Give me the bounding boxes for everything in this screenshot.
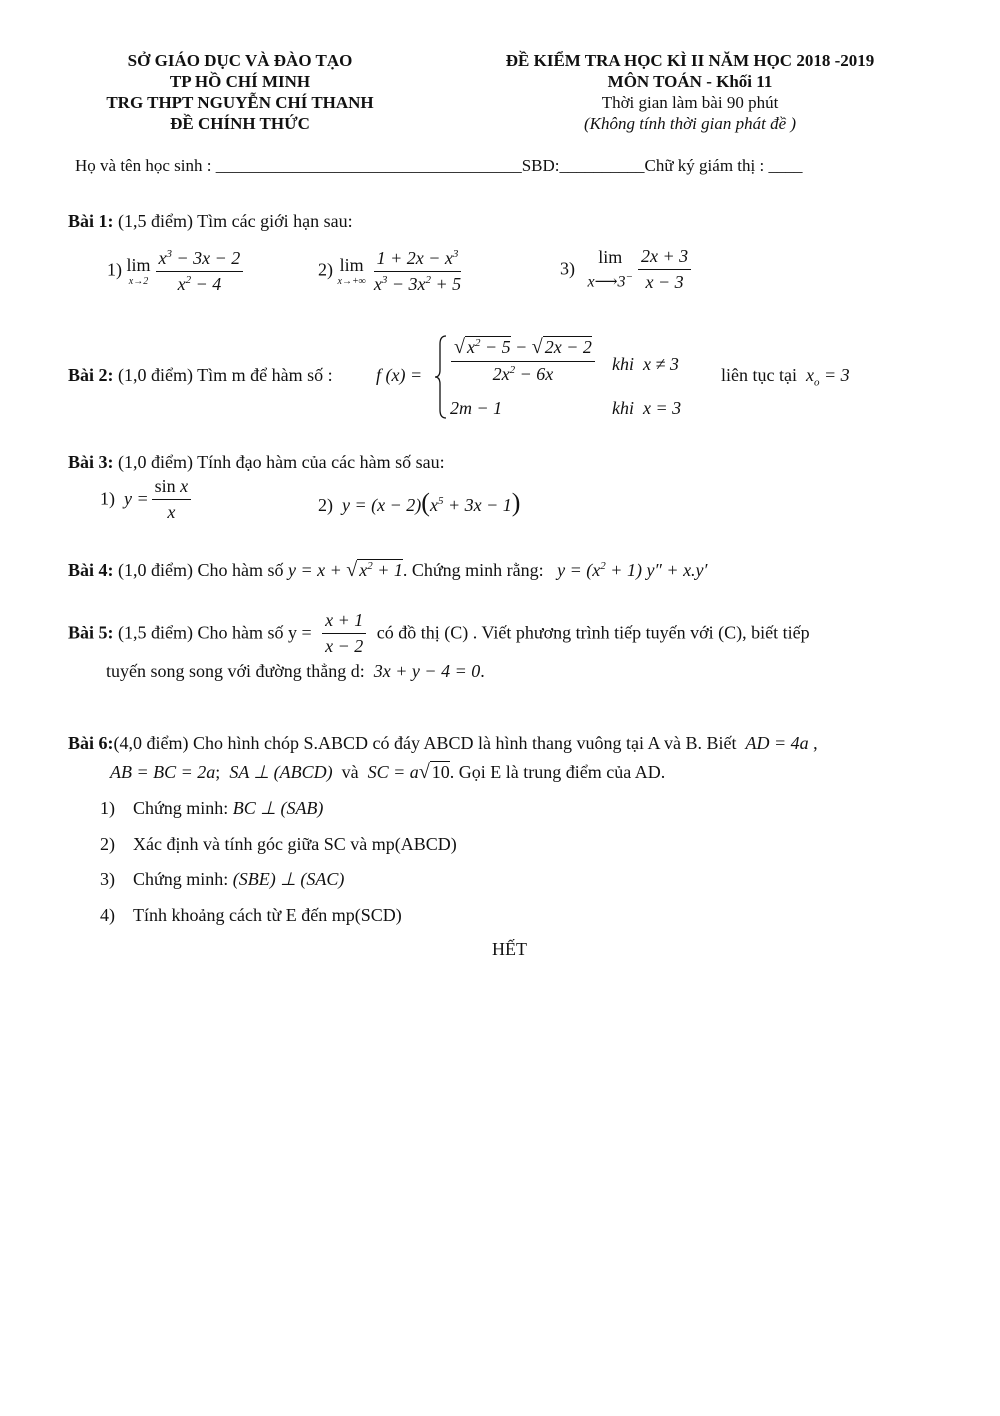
item-number: 3)	[100, 869, 115, 889]
separator: ;	[215, 762, 221, 782]
item-text: Xác định và tính góc giữa SC và mp(ABCD)	[133, 834, 457, 854]
bai2-brace	[434, 334, 448, 420]
sbd-field: SBD:__________	[521, 156, 645, 175]
bai6-item-3: 3) Chứng minh: (SBE) ⊥ (SAC)	[100, 869, 345, 889]
item-text: Tính khoảng cách từ E đến mp(SCD)	[133, 905, 402, 925]
bai6-line2: AB = BC = 2a; SA ⊥ (ABCD) và SC = a√ 10. Gọi E là trung điểm của AD.	[110, 761, 666, 783]
bai3-heading	[68, 452, 445, 473]
department: SỞ GIÁO DỤC VÀ ĐÀO TẠO	[127, 51, 353, 70]
bai4-heading: Bài 4: (1,0 điểm) Cho hàm số y = x + √ $x^2 + 1$. Chứng minh rằng: $y = (x^2 + 1) y'' + x.y'$	[68, 559, 708, 581]
item-number: 1)	[107, 259, 122, 280]
item-number: 2)	[318, 259, 333, 280]
bai6-line2-tail: . Gọi E là trung điểm của AD.	[449, 762, 666, 782]
official-label: ĐỀ CHÍNH THỨC	[170, 114, 310, 133]
bai3-item-2: 2) $y = (x - 2)(x^5 + 3x - 1)$	[318, 488, 521, 517]
khi-label: khi	[612, 354, 634, 374]
bai6-label: Bài 6:	[68, 733, 114, 753]
item-number: 1)	[100, 798, 115, 818]
bai4-mid: . Chứng minh rằng:	[402, 560, 544, 580]
header-left	[60, 50, 420, 134]
item-number: 2)	[100, 834, 115, 854]
bai1-label: Bài 1:	[68, 211, 114, 231]
student-name-field: Họ và tên học sinh : ____________________________________	[75, 156, 522, 175]
school: TRG THPT NGUYỄN CHÍ THANH	[106, 93, 374, 112]
bai6-heading: Bài 6:(4,0 điểm) Cho hình chóp S.ABCD có đáy ABCD là hình thang vuông tại A và B. Biết AD = 4a ,	[68, 733, 818, 753]
bai1-text: (1,5 điểm) Tìm các giới hạn sau:	[113, 211, 353, 231]
exam-note: (Không tính thời gian phát đề )	[583, 114, 797, 133]
bai5-text: (1,5 điểm) Cho hàm số y =	[113, 622, 317, 643]
bai5-line2: tuyến song song với đường thẳng d: 3x + y − 4 = 0.	[106, 661, 485, 681]
signature-field: Chữ ký giám thị : ____	[644, 156, 803, 175]
item-text: Chứng minh:	[133, 798, 233, 818]
bai6-text: (4,0 điểm) Cho hình chóp S.ABCD có đáy ABCD là hình thang vuông tại A và B. Biết	[113, 733, 737, 753]
bai5-line2-text: tuyến song song với đường thẳng d:	[106, 661, 365, 681]
bai3-text: (1,0 điểm) Tính đạo hàm của các hàm số sau:	[113, 452, 445, 472]
end-mark: HẾT	[492, 939, 527, 959]
bai2-tail: liên tục tại $x_o = 3$	[721, 365, 850, 389]
exam-time: Thời gian làm bài 90 phút	[601, 93, 779, 112]
student-info-line	[75, 156, 802, 176]
bai5-mid: có đồ thị (C) . Viết phương trình tiếp tuyến với (C), biết tiếp	[372, 622, 810, 643]
bai6-item-2	[100, 834, 457, 855]
bai2-cond-2: khi x = 3	[612, 398, 682, 418]
bai1-heading	[68, 211, 353, 232]
bai6-item-1: 1) Chứng minh: BC ⊥ (SAB)	[100, 798, 324, 818]
item-number: 3)	[560, 258, 575, 279]
bai1-limit-3: 3) lim x⟶3− $\frac{2x + 3}{x - 3}$	[560, 246, 694, 292]
bai2-cond-1: khi x ≠ 3	[612, 354, 679, 374]
item-number: 2)	[318, 495, 333, 515]
bai2-tail-text: liên tục tại	[721, 365, 797, 385]
khi-label: khi	[612, 398, 634, 418]
bai2-case-2: 2m − 1	[450, 398, 503, 418]
bai2-label: Bài 2:	[68, 365, 114, 385]
bai2-case-1: $\frac{√ x^2 - 5 - √ 2x - 2}{2x^2 - 6x}$	[448, 336, 598, 385]
exam-title: ĐỀ KIỂM TRA HỌC KÌ II NĂM HỌC 2018 -2019	[505, 51, 875, 70]
city: TP HỒ CHÍ MINH	[169, 72, 311, 91]
and-word: và	[341, 762, 359, 782]
bai1-limit-1: 1) lim x→2 $\frac{x^3 - 3x - 2}{x^2 - 4}$	[107, 248, 246, 294]
bai2-function: f (x) =	[376, 365, 423, 385]
bai3-item-1: 1) y = $\frac{\text{sin x}}{x}$	[100, 476, 194, 522]
header-right	[455, 50, 925, 134]
item-text: Chứng minh:	[133, 869, 233, 889]
bai2-text: (1,0 điểm) Tìm m để hàm số :	[113, 365, 333, 385]
bai2-heading	[68, 365, 333, 386]
bai5-label: Bài 5:	[68, 622, 114, 643]
bai5-heading: Bài 5: (1,5 điểm) Cho hàm số y = $\frac{x + 1}{x - 2}$ có đồ thị (C) . Viết phương trình tiếp tuyến với (C), biết tiếp	[68, 610, 810, 656]
bai4-text: (1,0 điểm) Cho hàm số	[113, 560, 288, 580]
bai4-label: Bài 4:	[68, 560, 114, 580]
bai6-item-4	[100, 905, 402, 926]
bai3-label: Bài 3:	[68, 452, 114, 472]
item-number: 1)	[100, 488, 115, 509]
exam-subject: MÔN TOÁN - Khối 11	[607, 72, 773, 91]
item-number: 4)	[100, 905, 115, 925]
bai1-limit-2: 2) lim x→+∞ $\frac{1 + 2x - x^3}{x^3 - 3x^2 + 5}$	[318, 248, 462, 294]
